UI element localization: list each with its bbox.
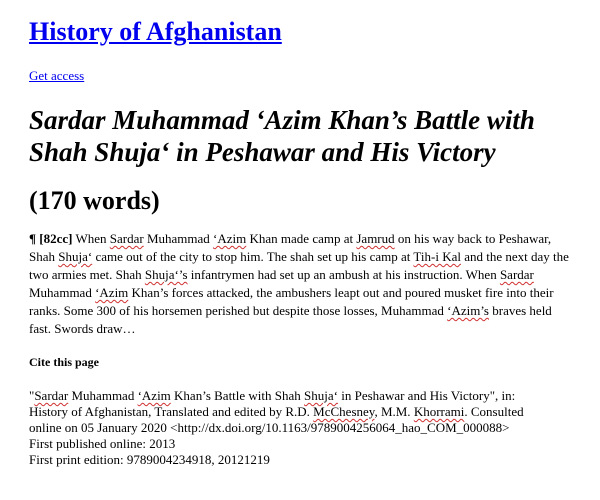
flagged-word: Sardar bbox=[109, 231, 144, 246]
citation-block bbox=[29, 388, 589, 468]
flagged-word: Sardar bbox=[34, 388, 69, 403]
citation-line-2: History of Afghanistan, Translated and edited by R.D. McChesney, M.M. Khorrami. Consulted bbox=[29, 404, 524, 419]
flagged-word: ʻAzim bbox=[95, 285, 129, 300]
flagged-word: Sardar bbox=[499, 267, 534, 282]
citation-line-3: online on 05 January 2020 <http://dx.doi.org/10.1163/9789004256064_hao_COM_000088> bbox=[29, 420, 510, 435]
paragraph-mark: ¶ [82cc] bbox=[29, 231, 73, 246]
flagged-word: McChesney bbox=[313, 404, 375, 419]
article-title bbox=[29, 104, 589, 168]
citation-line-1: "Sardar Muhammad ʻAzim Khan’s Battle with Shah Shujaʻ in Peshawar and His Victory", in: bbox=[29, 388, 516, 403]
flagged-word: Jamrud bbox=[356, 231, 395, 246]
cite-heading: Cite this page bbox=[29, 355, 99, 369]
flagged-word: Shujaʻ bbox=[304, 388, 338, 403]
excerpt-text: When Sardar Muhammad ʻAzim Khan made camp at Jamrud on his way back to Peshawar, Shah Shujaʻ came out of the city to stop him. The shah set up his camp at Tih-i Kal and the next day the two armies met. Shah Shujaʻ’s infantrymen had set up an ambush at his instruction. When Sardar Muhammad ʻAzim Khan’s forces attacked, the ambushers leapt out and poured musket fire into their ranks. Some 300 of his horsemen perished but despite those losses, Muhammad ʻAzim’s braves held fast. Swords draw… bbox=[29, 231, 569, 336]
first-published: First published online: 2013 bbox=[29, 436, 176, 451]
flagged-word: ʻAzim’s bbox=[447, 303, 489, 318]
flagged-word: Shujaʻ bbox=[58, 249, 93, 264]
flagged-word: ʻAzim bbox=[213, 231, 247, 246]
word-count: (170 words) bbox=[29, 186, 160, 215]
flagged-word: Khorrami bbox=[413, 404, 465, 419]
page-content bbox=[29, 16, 589, 468]
first-print-edition: First print edition: 9789004234918, 20121219 bbox=[29, 452, 270, 467]
get-access-link[interactable]: Get access bbox=[29, 68, 85, 83]
article-title-line-2: Shah Shujaʻ in Peshawar and His Victory bbox=[29, 137, 496, 167]
article-excerpt bbox=[29, 230, 574, 338]
flagged-word: ʻAzim bbox=[137, 388, 171, 403]
flagged-word: Tih-i Kal bbox=[413, 249, 461, 264]
flagged-word: Shujaʻ’s bbox=[144, 267, 188, 282]
site-title-link[interactable]: History of Afghanistan bbox=[29, 17, 282, 46]
article-title-line-1: Sardar Muhammad ʻAzim Khan’s Battle with bbox=[29, 105, 535, 135]
